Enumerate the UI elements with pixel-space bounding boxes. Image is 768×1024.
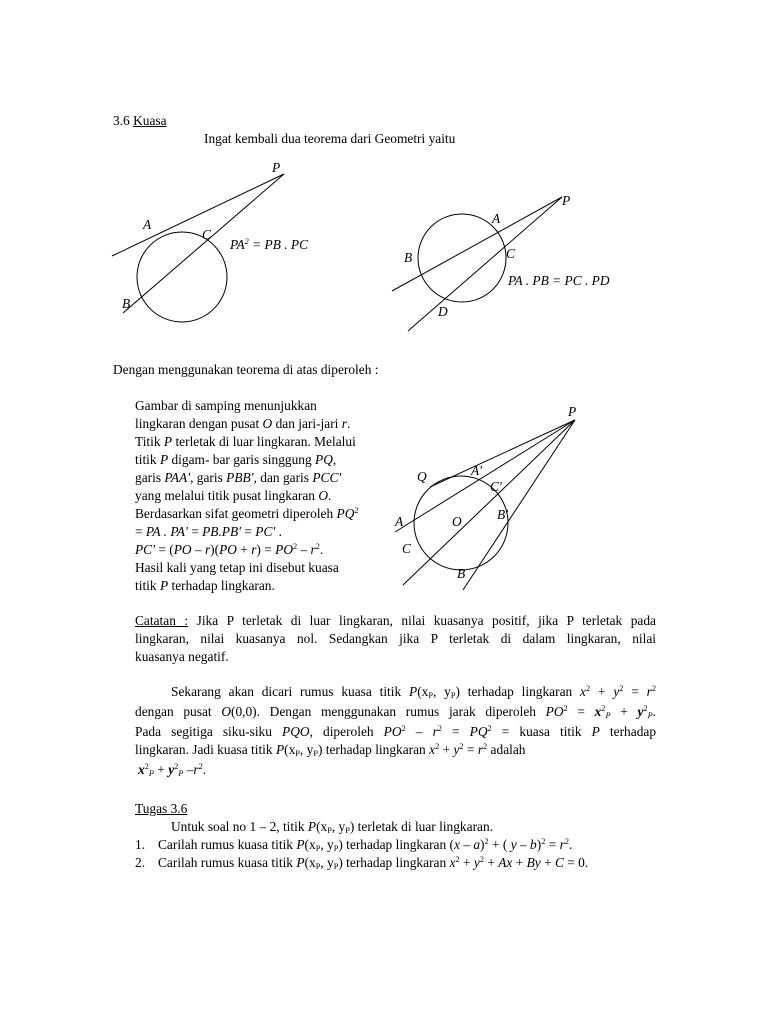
fig3-label-a: A [395, 514, 404, 529]
note-line-2: lingkaran, nilai kuasanya nol. Sedangkan jika P terletak di dalam lingkaran, nilai [135, 631, 656, 646]
fig2-formula: PA . PB = PC . PD [508, 273, 610, 288]
para-line-5: $x^2_P + y^2_P$ $-r^2$. [138, 761, 207, 779]
fig2-label-a: A [492, 211, 501, 226]
fig3-label-b: B [457, 566, 466, 581]
fig2-label-c: C [506, 246, 515, 261]
fig1-circle [137, 232, 227, 322]
desc-line: lingkaran dengan pusat O dan jari-jari r. [135, 416, 351, 431]
fig3-label-c: C [402, 541, 411, 556]
fig2-label-d: D [438, 304, 448, 319]
fig2-label-b: B [404, 250, 413, 265]
fig1-label-a: A [143, 217, 152, 232]
section-number: 3.6 [113, 113, 130, 128]
figure-power-of-point [385, 400, 615, 590]
fig3-label-a-prime: A' [471, 463, 483, 478]
para-line-2: dengan pusat O(0,0). Dengan menggunakan rumus jarak diperoleh $PO^2 = x^2_P + y^2_P$. [135, 703, 656, 721]
para-line-4: lingkaran. Jadi kuasa titik $P(x_P$, $y_P$) terhadap lingkaran $x^2 + y^2 = r^2$ adalah [135, 741, 526, 759]
fig1-label-c: C [202, 227, 211, 242]
fig3-label-p: P [568, 404, 577, 419]
desc-line: Titik P terletak di luar lingkaran. Melalui [135, 434, 356, 449]
desc-line: Hasil kali yang tetap ini disebut kuasa [135, 560, 339, 575]
para-line-1: Sekarang akan dicari rumus kuasa titik $P(x_P$, $y_P$) terhadap lingkaran $x^2 + y^2 = r^2$ [171, 683, 657, 701]
note-label: Catatan : [135, 613, 189, 628]
desc-line: yang melalui titik pusat lingkaran O. [135, 488, 332, 503]
fig3-label-b-prime: B' [497, 507, 509, 522]
fig3-label-o: O [452, 514, 462, 529]
desc-line: $PC' = (PO - r)(PO + r) = PO^2 - r^2$. [135, 541, 324, 557]
task-item-number: 1. [135, 837, 146, 852]
fig3-label-c-prime: C' [490, 479, 502, 494]
fig1-formula: $PA^2$ = PB . PC [230, 236, 309, 252]
fig3-label-q: Q [417, 469, 427, 484]
fig2-label-p: P [562, 193, 571, 208]
task-item-2: 2. Carilah rumus kuasa titik $P(x_P$, $y_P$) terhadap lingkaran $x^2 + y^2 + Ax + By + C = 0$. [135, 854, 589, 872]
lead-in-text: Dengan menggunakan teorema di atas diperoleh : [113, 362, 379, 377]
para-line-3: Pada segitiga siku-siku PQO, diperoleh $PO^2 - r^2 = PQ^2$ = kuasa titik P terhadap [135, 723, 657, 739]
desc-line: = PA . PA' = PB.PB' = PC' . [135, 524, 282, 539]
note-line-3: kuasanya negatif. [135, 649, 229, 664]
section-title: Kuasa [133, 113, 167, 128]
section-heading [113, 113, 167, 129]
fig1-label-b: B [122, 296, 131, 311]
fig1-label-p: P [272, 160, 281, 175]
intro-text: Ingat kembali dua teorema dari Geometri yaitu [204, 131, 456, 146]
desc-line: Gambar di samping menunjukkan [135, 398, 317, 413]
task-item-1: 1. Carilah rumus kuasa titik $P(x_P$, $y_P$) terhadap lingkaran (x – a)$^2$ + ( $y - b)^2 = r^2$. [135, 836, 573, 854]
figure-two-secants [380, 185, 620, 335]
fig2-secant-cd [408, 197, 562, 331]
task-title: Tugas 3.6 [135, 801, 188, 816]
desc-line: titik P digam- bar garis singgung PQ, [135, 452, 337, 467]
fig2-circle [418, 214, 506, 302]
desc-line: Berdasarkan sifat geometri diperoleh $PQ^2$ [135, 505, 359, 521]
task-item-number: 2. [135, 855, 146, 870]
task-intro: Untuk soal no 1 – 2, titik $P(x_P$, $y_P$) terletak di luar lingkaran. [171, 819, 494, 836]
desc-line: titik P terhadap lingkaran. [135, 578, 275, 593]
desc-line: garis PAA', garis PBB', dan garis PCC' [135, 470, 342, 485]
note-line-1: Catatan : Jika P terletak di luar lingkaran, nilai kuasanya positif, jika P terletak pada [135, 613, 657, 628]
